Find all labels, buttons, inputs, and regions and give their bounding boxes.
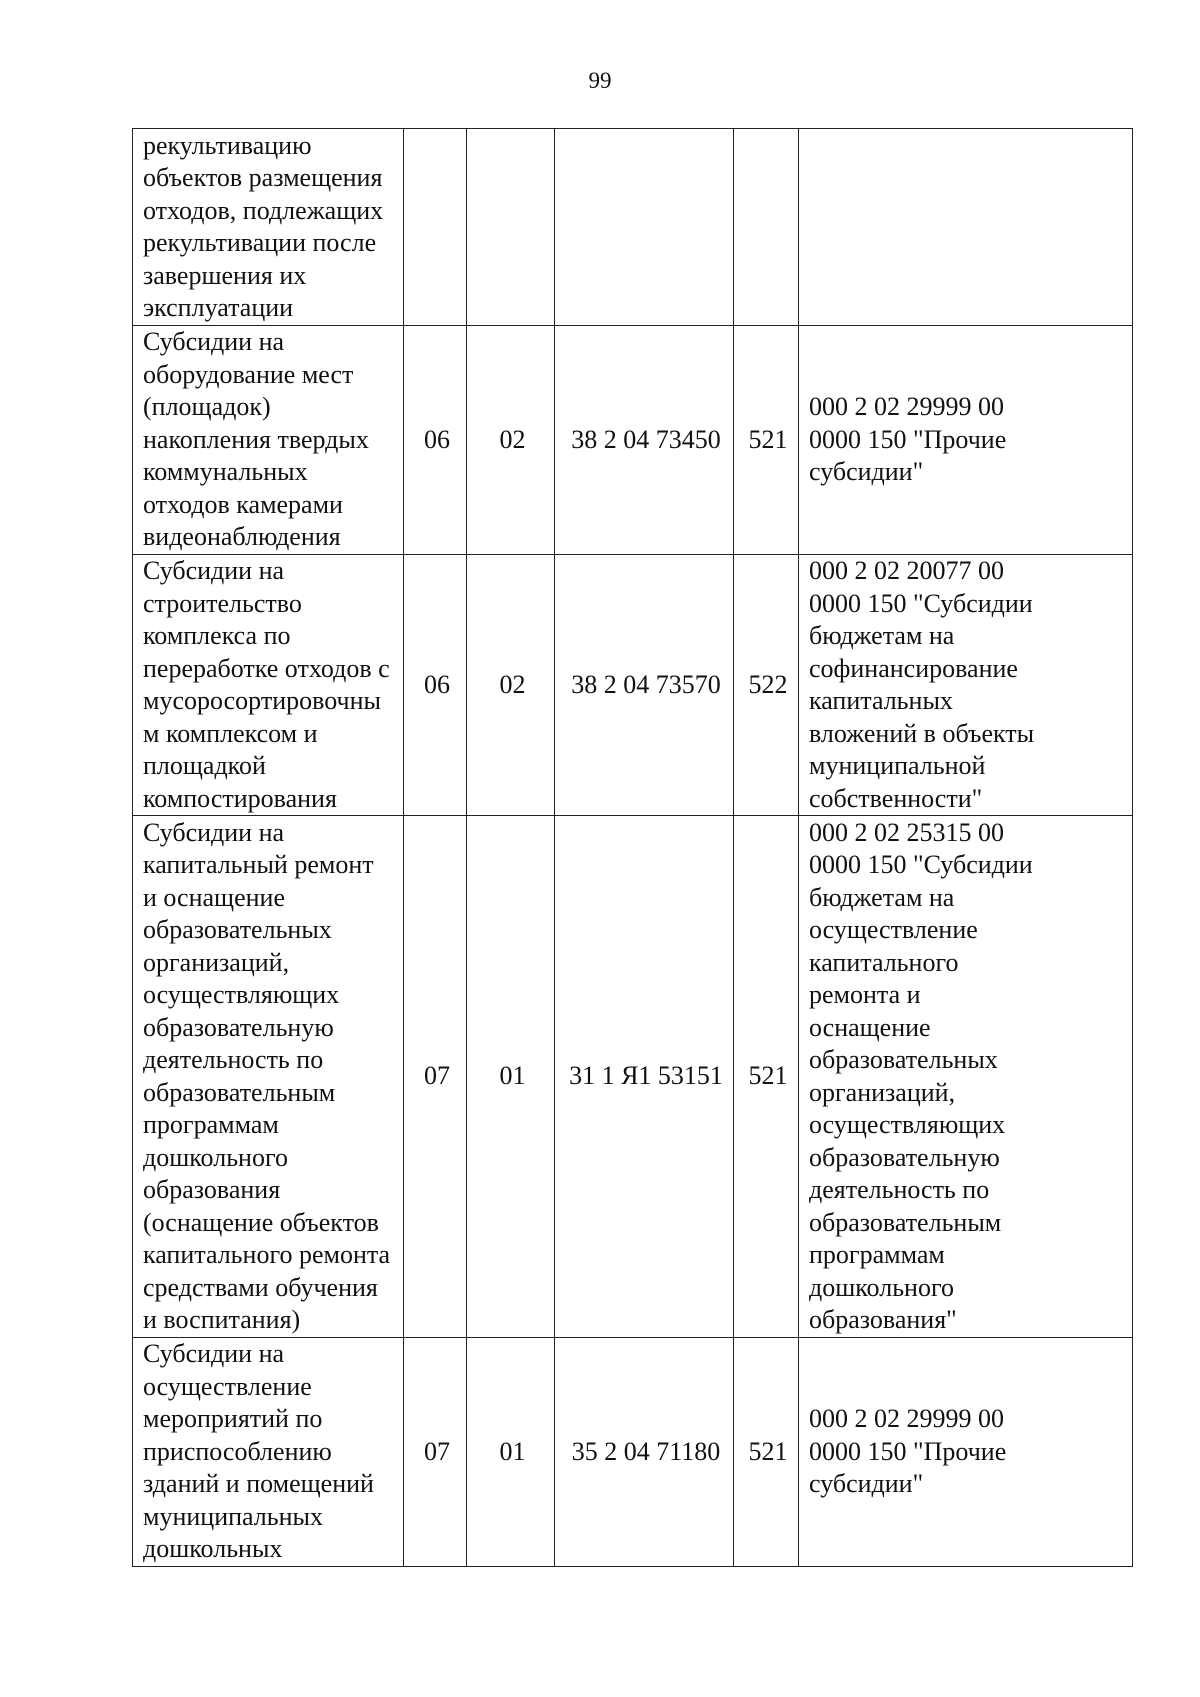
page-number: 99 bbox=[588, 68, 612, 93]
expense-type-cell: 521 bbox=[734, 326, 799, 555]
revenue-code-cell: 000 2 02 29999 00 0000 150 "Прочие субсидии" bbox=[799, 326, 1133, 555]
revenue-code-cell: 000 2 02 25315 00 0000 150 "Субсидии бюджетам на осуществление капитального ремонта и оснащение образовательных организаций, осуществляющих образовательную деятельность по образовательным программам дошкольного образования" bbox=[799, 816, 1133, 1338]
expense-type-cell bbox=[734, 129, 799, 326]
table-row bbox=[133, 555, 1133, 816]
expense-type-cell: 522 bbox=[734, 555, 799, 816]
item-name-cell: Субсидии на оборудование мест (площадок) накопления твердых коммунальных отходов камерами видеонаблюдения bbox=[133, 326, 404, 555]
section-cell: 07 bbox=[404, 1338, 467, 1567]
target-article-cell: 35 2 04 71180 bbox=[555, 1338, 734, 1567]
subsection-cell bbox=[467, 129, 555, 326]
item-name-cell: рекультивацию объектов размещения отходов, подлежащих рекультивации после завершения их эксплуатации bbox=[133, 129, 404, 326]
item-name-cell: Субсидии на строительство комплекса по переработке отходов с мусоросортировочны м комплексом и площадкой компостирования bbox=[133, 555, 404, 816]
subsection-cell: 02 bbox=[467, 326, 555, 555]
section-cell: 07 bbox=[404, 816, 467, 1338]
revenue-code-cell: 000 2 02 20077 00 0000 150 "Субсидии бюджетам на софинансирование капитальных вложений в объекты муниципальной собственности" bbox=[799, 555, 1133, 816]
table-row bbox=[133, 129, 1133, 326]
revenue-code-cell bbox=[799, 129, 1133, 326]
expense-type-cell: 521 bbox=[734, 1338, 799, 1567]
target-article-cell: 38 2 04 73570 bbox=[555, 555, 734, 816]
section-cell: 06 bbox=[404, 555, 467, 816]
subsection-cell: 01 bbox=[467, 816, 555, 1338]
expense-type-cell: 521 bbox=[734, 816, 799, 1338]
target-article-cell bbox=[555, 129, 734, 326]
item-name-cell: Субсидии на капитальный ремонт и оснащение образовательных организаций, осуществляющих образовательную деятельность по образовательным программам дошкольного образования (оснащение объектов капитального ремонта средствами обучения и воспитания) bbox=[133, 816, 404, 1338]
section-cell: 06 bbox=[404, 326, 467, 555]
table-row bbox=[133, 816, 1133, 1338]
budget-table bbox=[132, 128, 1133, 1567]
item-name-cell: Субсидии на осуществление мероприятий по приспособлению зданий и помещений муниципальных дошкольных bbox=[133, 1338, 404, 1567]
target-article-cell: 31 1 Я1 53151 bbox=[555, 816, 734, 1338]
table-row bbox=[133, 1338, 1133, 1567]
subsection-cell: 02 bbox=[467, 555, 555, 816]
section-cell bbox=[404, 129, 467, 326]
target-article-cell: 38 2 04 73450 bbox=[555, 326, 734, 555]
table-row bbox=[133, 326, 1133, 555]
revenue-code-cell: 000 2 02 29999 00 0000 150 "Прочие субсидии" bbox=[799, 1338, 1133, 1567]
subsection-cell: 01 bbox=[467, 1338, 555, 1567]
